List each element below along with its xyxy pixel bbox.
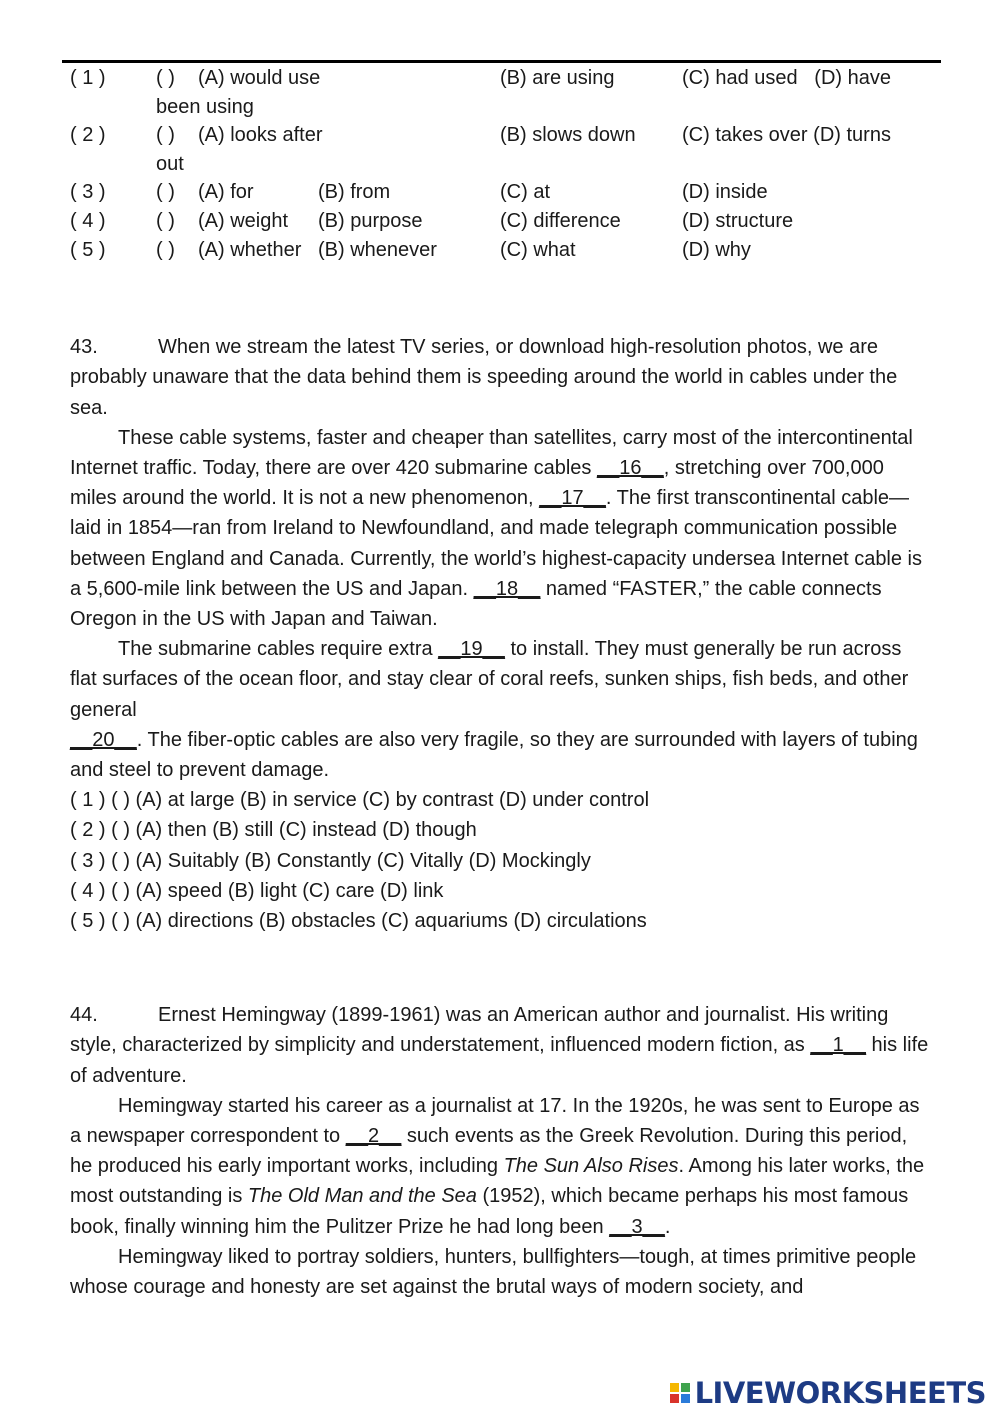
q42-option-row-2	[70, 121, 932, 150]
book-title: The Sun Also Rises	[503, 1155, 679, 1178]
option-number: ( 4 )	[70, 209, 106, 232]
option-c-d	[682, 64, 932, 93]
q42-option-row-2-cont	[70, 150, 932, 179]
question-number: 44.	[70, 1004, 98, 1027]
q42-option-row-1-cont	[70, 93, 932, 122]
option-number: ( 3 )	[70, 181, 106, 204]
q43-option-5[interactable]: ( 5 ) ( ) (A) directions (B) obstacles (C) aquariums (D) circulations	[70, 910, 647, 933]
option-d: (D) inside	[682, 181, 768, 204]
q43-paragraph-3-cont: __20__. The fiber-optic cables are also very fragile, so they are surrounded with layers of tubing and steel to prevent damage.	[70, 728, 918, 781]
option-a: (A) whether	[198, 238, 302, 261]
q43-option-3[interactable]: ( 3 ) ( ) (A) Suitably (B) Constantly (C) Vitally (D) Mockingly	[70, 849, 591, 872]
blank-1[interactable]: __1__	[810, 1034, 866, 1057]
question-43	[70, 332, 932, 936]
option-d: (D) turns	[813, 124, 891, 147]
q42-option-row-1	[70, 64, 932, 93]
option-c-d	[682, 121, 932, 150]
answer-parens[interactable]: ( )	[156, 209, 175, 232]
option-c: (C) what	[500, 238, 576, 261]
blank-18[interactable]: __18__	[473, 577, 541, 600]
blank-16[interactable]: __16__	[596, 456, 664, 479]
book-title: The Old Man and the Sea	[247, 1185, 477, 1208]
option-number: ( 1 )	[70, 67, 106, 89]
q42-option-row-5	[70, 236, 932, 265]
blank-17[interactable]: __17__	[539, 487, 606, 510]
q43-option-1[interactable]: ( 1 ) ( ) (A) at large (B) in service (C) by contrast (D) under control	[70, 789, 650, 812]
option-b: (B) slows down	[500, 124, 636, 147]
blank-19[interactable]: __19__	[438, 638, 505, 661]
option-number: ( 2 )	[70, 124, 106, 147]
answer-parens[interactable]: ( )	[156, 67, 175, 89]
worksheet-page	[70, 64, 932, 1302]
option-c: (C) at	[500, 181, 550, 204]
q44-paragraph-1: 44. Ernest Hemingway (1899-1961) was an American author and journalist. His writing style, characterized by simplicity and understatement, influenced modern fiction, as __1__ his life of adventure.	[70, 1000, 932, 1091]
q43-option-4[interactable]: ( 4 ) ( ) (A) speed (B) light (C) care (D) link	[70, 879, 444, 902]
option-b: (B) whenever	[318, 238, 437, 261]
blank-20[interactable]: __20__	[70, 728, 137, 751]
q42-option-row-3	[70, 178, 932, 207]
q44-paragraph-2: Hemingway started his career as a journalist at 17. In the 1920s, he was sent to Europe as a newspaper correspondent to __2__ such events as the Greek Revolution. During this period, he produced his early important works, including The Sun Also Rises. Among his later works, the most outstanding is The Old Man and the Sea (1952), which became perhaps his most famous book, finally winning him the Pulitzer Prize he had long been __3__.	[70, 1094, 925, 1238]
option-a: (A) for	[198, 181, 254, 204]
q42-options-table	[70, 64, 932, 264]
blank-3[interactable]: __3__	[609, 1215, 665, 1238]
option-d: (D) why	[682, 238, 751, 261]
option-a: (A) weight	[198, 209, 289, 232]
option-c: (C) had used	[682, 67, 798, 89]
option-b: (B) from	[318, 181, 391, 204]
question-number: 43.	[70, 336, 98, 359]
option-a: (A) looks after	[198, 124, 323, 147]
option-continuation: out	[156, 152, 184, 175]
q42-option-row-4	[70, 207, 932, 236]
option-number: ( 5 )	[70, 238, 106, 261]
liveworksheets-icon	[669, 1382, 691, 1404]
question-44	[70, 1000, 932, 1302]
option-c: (C) difference	[500, 209, 621, 232]
option-a: (A) would use	[198, 67, 321, 89]
option-d: (D) structure	[682, 209, 794, 232]
blank-2[interactable]: __2__	[345, 1125, 402, 1148]
top-rule	[62, 60, 941, 63]
answer-parens[interactable]: ( )	[156, 124, 175, 147]
option-c: (C) takes over	[682, 124, 808, 147]
answer-parens[interactable]: ( )	[156, 181, 175, 204]
brand-name: LIVEWORKSHEETS	[694, 1376, 986, 1410]
q43-paragraph-2: These cable systems, faster and cheaper than satellites, carry most of the intercontinental Internet traffic. Today, there are over 420 submarine cables __16__, stretching over 700,000 miles around the world. It is not a new phenomenon, __17__. The first transcontinental cable—laid in 1854—ran from Ireland to Newfoundland, and made telegraph communication possible between England and Canada. Currently, the world’s highest-capacity undersea Internet cable is a 5,600-mile link between the US and Japan. __18__ named “FASTER,” the cable connects Oregon in the US with Japan and Taiwan.	[70, 426, 923, 630]
option-b: (B) purpose	[318, 209, 423, 232]
answer-parens[interactable]: ( )	[156, 238, 175, 261]
q43-option-2[interactable]: ( 2 ) ( ) (A) then (B) still (C) instead (D) though	[70, 819, 477, 842]
liveworksheets-logo	[669, 1376, 986, 1410]
option-b: (B) are using	[500, 67, 615, 89]
q43-paragraph-3: The submarine cables require extra __19__ to install. They must generally be run across flat surfaces of the ocean floor, and stay clear of coral reefs, sunken ships, fish beds, and other general	[70, 638, 909, 721]
q43-paragraph-1: 43. When we stream the latest TV series, or download high-resolution photos, we are probably unaware that the data behind them is speeding around the world in cables under the sea.	[70, 332, 932, 423]
q44-paragraph-3: Hemingway liked to portray soldiers, hunters, bullfighters—tough, at times primitive people whose courage and honesty are set against the brutal ways of modern society, and	[70, 1245, 917, 1299]
option-d: (D) have	[814, 67, 891, 89]
option-continuation: been using	[156, 95, 254, 118]
